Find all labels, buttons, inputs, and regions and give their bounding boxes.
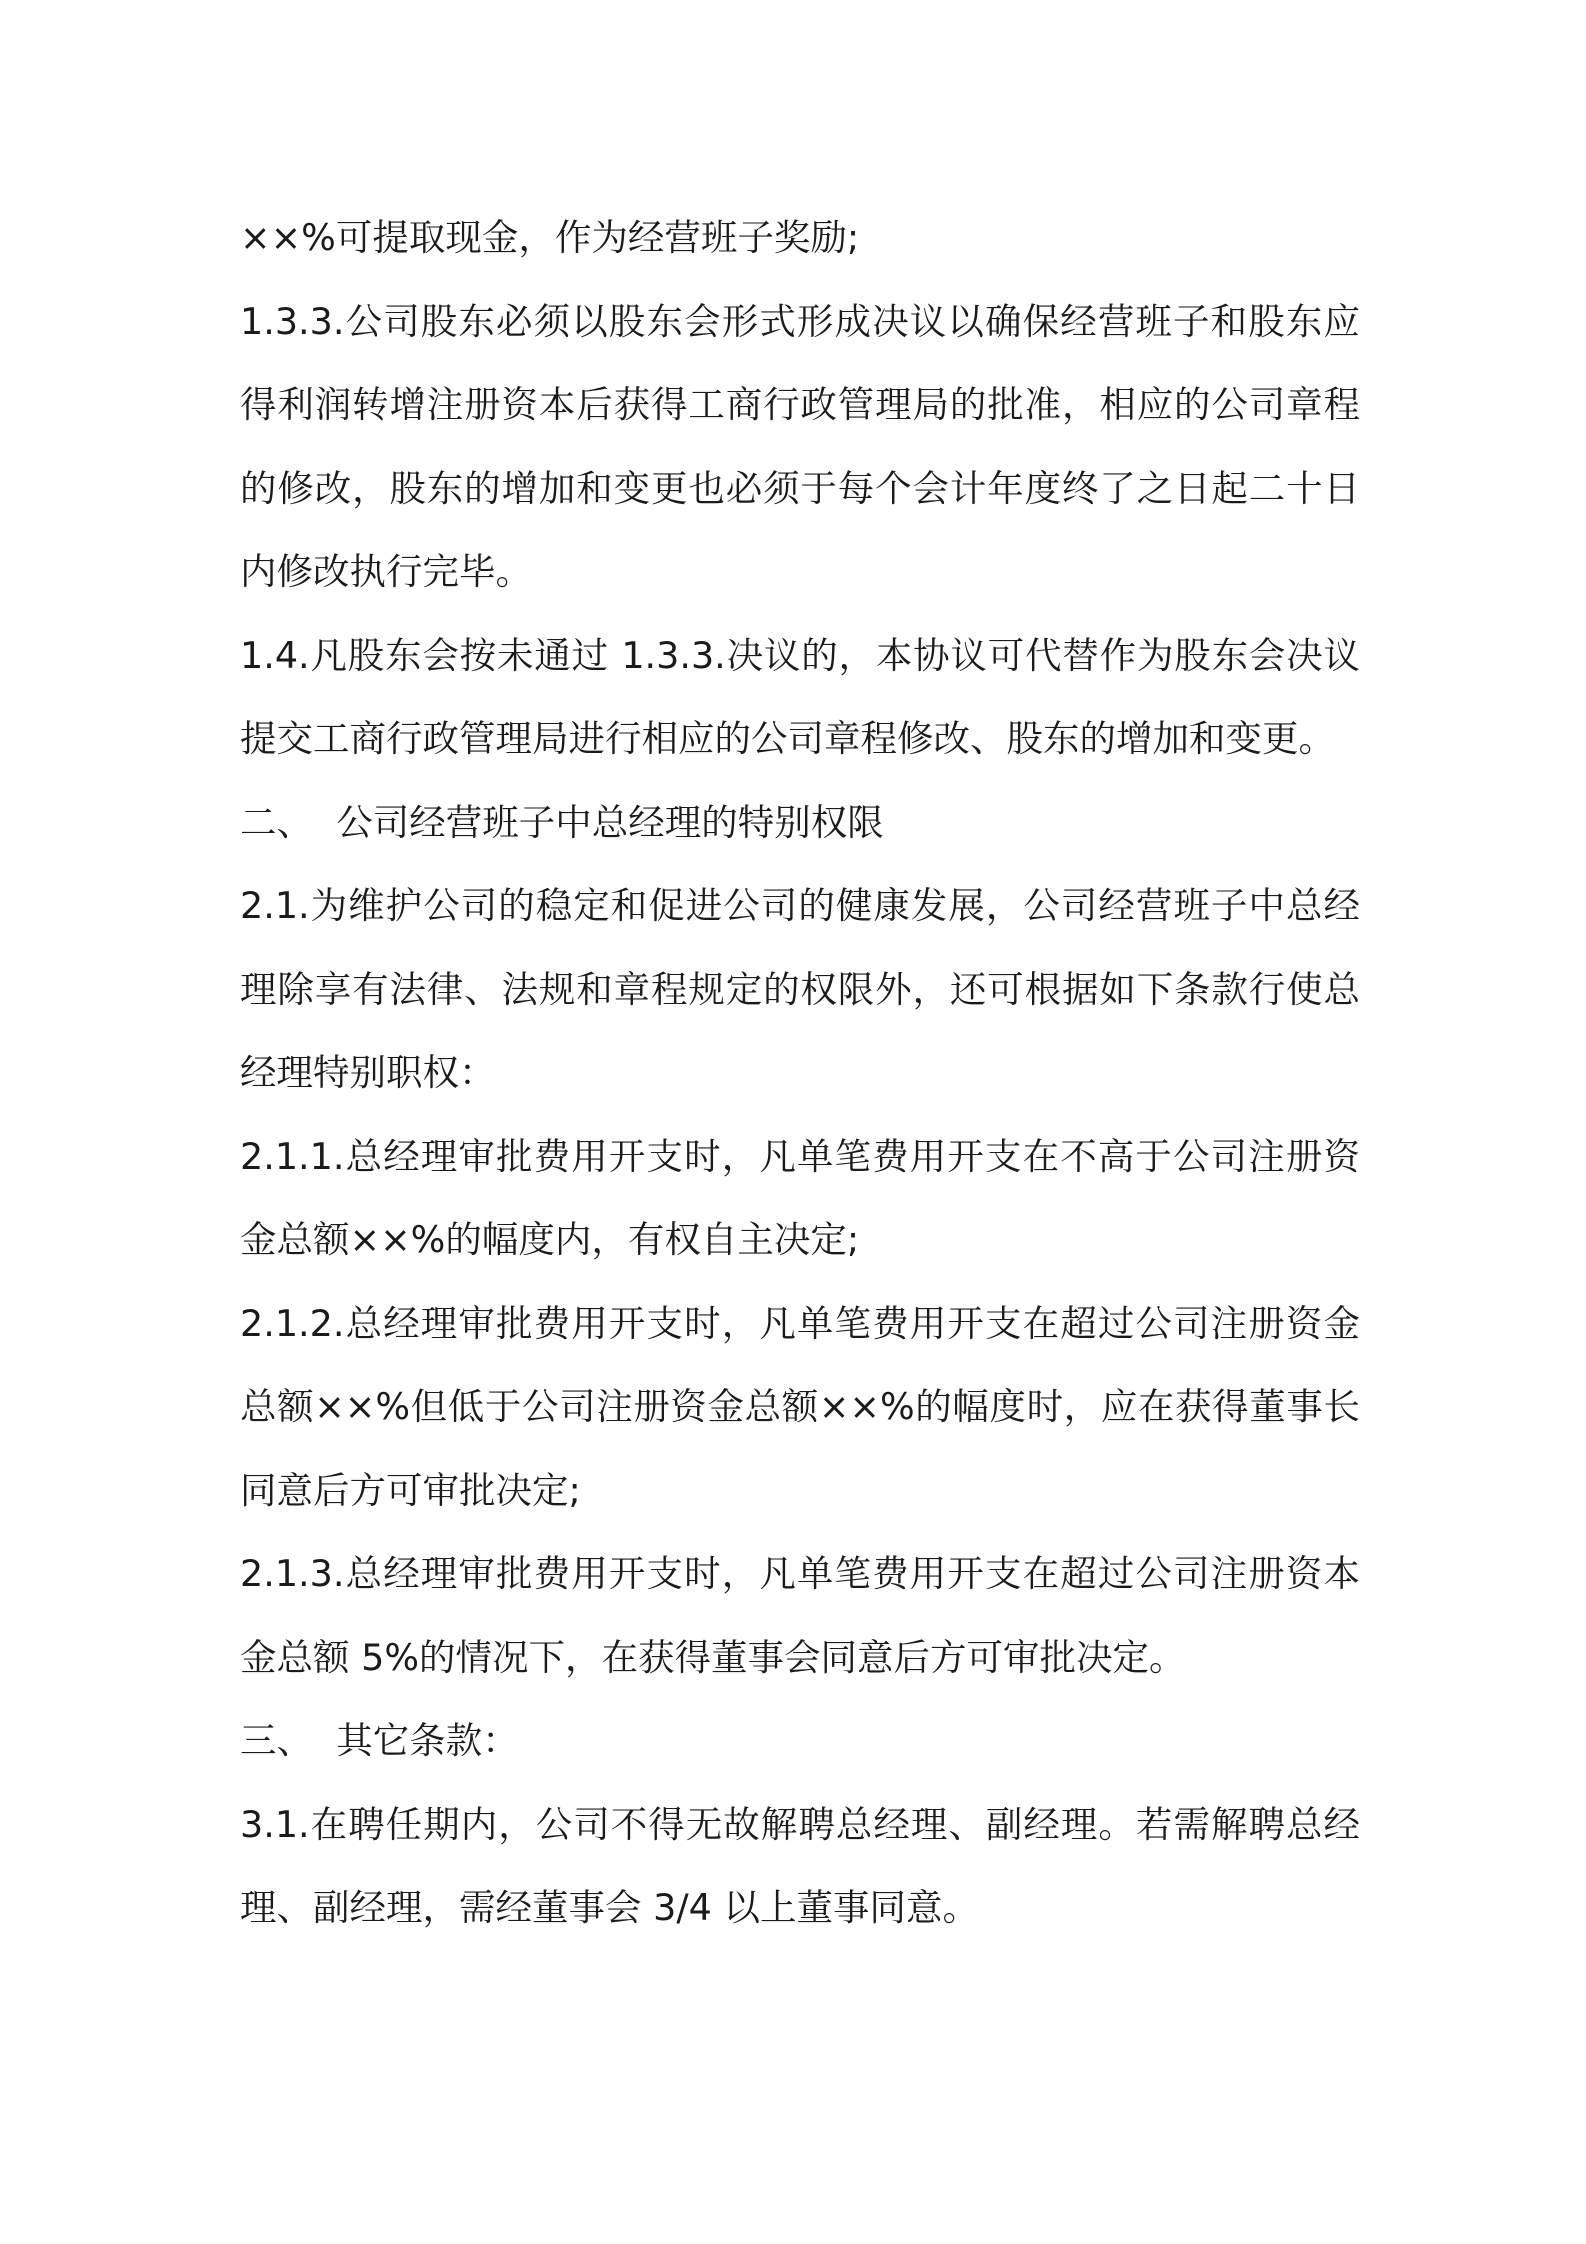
paragraph-2-1-1: 2.1.1.总经理审批费用开支时，凡单笔费用开支在不高于公司注册资金总额××%的幅度内，有权自主决定; xyxy=(240,1134,1360,1261)
paragraph-cash-reward: ××%可提取现金，作为经营班子奖励; xyxy=(240,216,860,259)
paragraph-2-1-2: 2.1.2.总经理审批费用开支时，凡单笔费用开支在超过公司注册资金总额××%但低于公司注册资金总额××%的幅度时，应在获得董事长同意后方可审批决定; xyxy=(240,1301,1360,1512)
paragraph-2-1: 2.1.为维护公司的稳定和促进公司的健康发展，公司经营班子中总经理除享有法律、法规和章程规定的权限外，还可根据如下条款行使总经理特别职权： xyxy=(240,884,1360,1094)
paragraph-1-3-3: 1.3.3.公司股东必须以股东会形式形成决议以确保经营班子和股东应得利润转增注册资本后获得工商行政管理局的批准，相应的公司章程的修改，股东的增加和变更也必须于每个会计年度终了之日起二十日内修改执行完毕。 xyxy=(240,299,1360,593)
paragraph-3-1: 3.1.在聘任期内，公司不得无故解聘总经理、副经理。若需解聘总经理、副经理，需经董事会 3/4 以上董事同意。 xyxy=(240,1802,1360,1929)
paragraph-1-4: 1.4.凡股东会按未通过 1.3.3.决议的，本协议可代替作为股东会决议提交工商行政管理局进行相应的公司章程修改、股东的增加和变更。 xyxy=(240,633,1360,760)
section-heading-2: 二、 公司经营班子中总经理的特别权限 xyxy=(240,800,884,844)
document-page xyxy=(240,196,1360,1950)
paragraph-2-1-3: 2.1.3.总经理审批费用开支时，凡单笔费用开支在超过公司注册资本金总额 5%的情况下，在获得董事会同意后方可审批决定。 xyxy=(240,1552,1360,1679)
section-heading-3: 三、 其它条款： xyxy=(240,1719,519,1762)
